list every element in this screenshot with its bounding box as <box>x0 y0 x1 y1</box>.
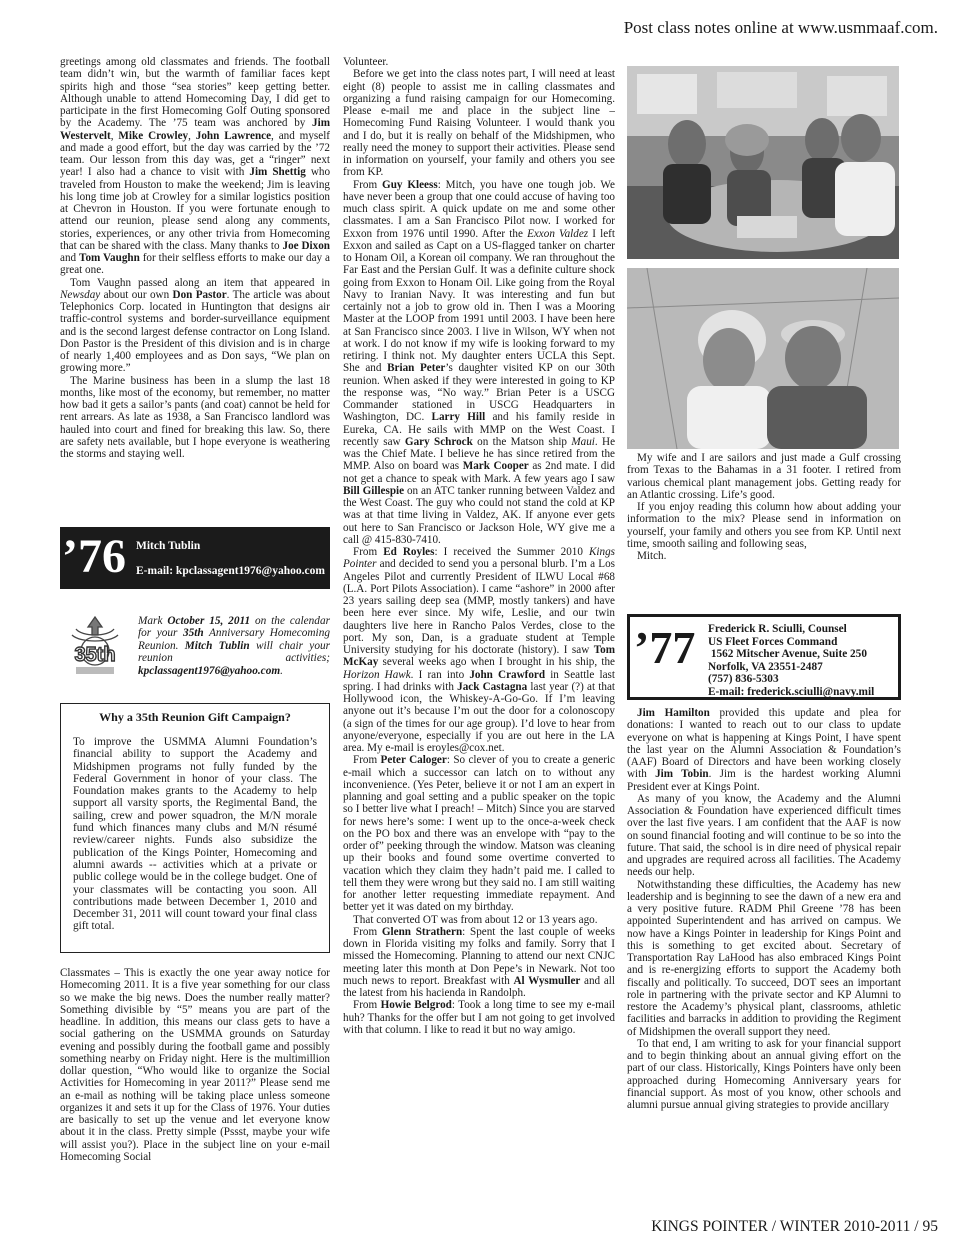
class-agent-contact <box>708 623 874 699</box>
sailing-couple-photo <box>627 268 899 449</box>
35th-anniversary-seal <box>62 613 128 679</box>
column-1-bottom <box>60 967 330 1202</box>
contact-email: E-mail: frederick.sciulli@navy.mil <box>708 685 875 698</box>
paragraph: My wife and I are sailors and just made a Gulf crossing from Texas to the Bahamas in a 31 footer. I retired from various chemical plant management jobs. Getting ready for an Atlantic crossing. Life’s good. <box>627 452 901 501</box>
paragraph: greetings among old classmates and friends. The football team didn’t win, but the warmth of familiar faces kept spirits high and those “sea stories” keep getting better. Although unable to attend Homecoming Day, I did get to participate in the first Homecoming Golf Outing sponsored by the Academy. The ’75 team was anchored by Jim Westervelt, Mike Crowley, John Lawrence, and myself and made a good effort, but the day was carried by the ’72 team. Our lesson from this day was, get a “ringer” next year! I also had a chance to visit with Jim Shettig who traveled from Houston to make the weekend; Jim is leaving his long time job at Crowley for a similar logistics position at Chevron in Houston. If you were fortunate enough to attend our reunion, please send along any comments, stories, experiences, or any other trivia from Homecoming that can be shared with the class. Many thanks to Joe Dixon and Tom Vaughn for their selfless efforts to make our day a great one. <box>60 56 330 277</box>
contact-line: 1562 Mitscher Avenue, Suite 250 <box>708 648 867 661</box>
contact-line: (757) 836-5303 <box>708 673 779 686</box>
paragraph: Before we get into the class notes part, I will need at least eight (8) people to assist me in calling classmates and organizing a fund raising campaign for our Homecoming. Please e-mail me and place in the subject line – Homecoming Fund Raising Volunteer. I would thank you and I do, but it is really on behalf of the Midshipmen, who really need the money to support their activities. Please send in information on yourself, your family and others you see from KP. <box>343 68 615 179</box>
paragraph: The Marine business has been in a slump the last 18 months, like most of the economy, but remember, no matter how bad it gets a sailor’s pants (and coat) cannot be held for rent arrears. As late as 1938, a San Francisco landlord was hauled into court and fined for breaking this law. So, there are safety nets available, but I hope everyone is weathering the storms and staying well. <box>60 374 330 460</box>
paragraph: Jim Hamilton provided this update and plea for donations: I wanted to reach out to our class to update everyone on what is happening at Kings Point, I have spent the last year on the Alumni Association & Foundation’s (AAF) Board of Directors and have been working closely with Jim Tobin. Jim is the hardest working Alumni President ever at Kings Point. <box>627 707 901 793</box>
gift-campaign-box <box>60 703 330 953</box>
class-1976-banner <box>60 527 330 589</box>
class-year: ’77 <box>634 622 696 673</box>
paragraph: Volunteer. <box>343 56 389 68</box>
contact-line: Norfolk, VA 23551-2487 <box>708 660 823 673</box>
paragraph: Mitch. <box>637 550 667 562</box>
contact-line: Frederick R. Sciulli, Counsel <box>708 623 847 635</box>
column-2 <box>343 56 615 1202</box>
paragraph: Classmates – This is exactly the one year away notice for Homecoming 2011. It is a five year something for our class so we make the big news. Does the number really matter? Something divisible by “5” means you are part of the headline. In addition, this means our class gets to have a social gathering on the USMMA grounds on Saturday evening and possibly during the football game and possibly something nearby on Friday night. Here is the multimillion dollar question, “Who would like to organize the Social Activities for Homecoming in year 2011?” Please send me an e-mail as nothing will be taking place unless someone organizes it and sets it up for the Class of 1976. Your duties are basically to set up the venue and let everyone know about it in the class. Pretty simple (Pssst, maybe your wife will assist you?). Place in the subject line on your e-mail Homecoming Social <box>60 967 330 1163</box>
restaurant-group-photo <box>627 66 899 259</box>
class-agent-name: Mitch Tublin <box>136 540 201 552</box>
paragraph: To that end, I am writing to ask for your financial support and to begin thinking about an annual giving effort on the part of our class. Historically, Kings Pointers have only been approached during Homecoming Anniversary years for financial support. As most of you know, other schools and alumni pursue annual giving strategies to provide ancillary <box>627 1037 901 1111</box>
contact-line: US Fleet Forces Command <box>708 635 838 648</box>
class-agent-email: E-mail: kpclassagent1976@yahoo.com <box>136 565 325 577</box>
paragraph: From Peter Caloger: So clever of you to create a generic e-mail which a successor can latch on to without any inconvenience. (Yes Peter, believe it or not I am an expert in planning and goal setting and a public speaker on the topic so I better live what I preach! – Mitch) Since you are starved for news here’s some: I went up to the once-a-week check on the PO box and there was an envelope with “pay to the order of” peeking through the window. Matson was cleaning up their books and found some overtime converted to vacation which they claim they hadn’t paid me. I called to tell them they were wrong but they said no. I am still waiting for another letter requesting immediate repayment. And better yet it was dated on my birthday. <box>343 754 615 914</box>
seal-text: 35th <box>74 644 116 666</box>
column-1-top <box>60 56 330 516</box>
paragraph: From Glenn Strathern: Spent the last couple of weeks down in Florida visiting my folks and family. Sorry that I missed the Homecoming. Planning to attend our next CNJC meeting later this month at Don Pepe’s in Newark. Not too much news to report. Breakfast with Al Wysmuller and all the latest from his hacienda in Randolph. <box>343 925 615 999</box>
paragraph: From Howie Belgrod: Took a long time to see my e-mail huh? Thanks for the offer but I am not going to get involved with that column. I like to read it but no way amigo. <box>343 999 615 1036</box>
paragraph: If you enjoy reading this column how about adding your information to the mix? Please send in information on yourself, your family and others you see from KP. Until next time, smooth sailing and following seas, <box>627 501 901 550</box>
paragraph: From Ed Royles: I received the Summer 2010 Kings Pointer and decided to send you a personal blurb. I’m a Los Angeles Pilot and currently President of ILWU Local #68 (L.A. Port Pilots Association). I came “ashore” in 2000 after 23 years sailing deep sea (MMP, mostly tankers) and have been here ever since. My wife, Leslie, and our twin daughters live here in Rancho Palos Verdes, close to the port. My son, Dan, is a graduate student at Temple University studying for his doctorate (history). I saw Tom McKay several weeks ago when I brought in his ship, the Horizon Hawk. I ran into John Crawford in Seattle last spring. I had drinks with Jack Castagna last year (?) at that Hollywood icon, the Whiskey-A-Go-Go. If I’m leaving anyone out it’s because I’m out the door for a colonoscopy (a sign of the times for our age group). I’d love to hear from anyone/everyone, especially if you are out here in the LA area. My e-mail is eroyles@cox.net. <box>343 546 615 754</box>
class-year: ’76 <box>62 530 126 583</box>
paragraph: From Guy Kleess: Mitch, you have one tough job. We have never been a group that one could accuse of having too much class spirit. A quick update on me and some other classmates. I am a San Francisco Pilot now. I worked for Exxon from 1976 until 1990. After the Exxon Valdez I left Exxon and sailed as Capt on a US-flagged tanker on charter to Honam Oil, a Korean oil company. We ran throughout the Far East and the Persian Gulf. It was a definite culture shock going from Exxon to Honam Oil. Like going from the Royal Navy to Iranian Navy. It was interesting and fun but certainly not a job to grow old in. Then I was a Mooring Master at the LOOP from 1991 until 2003. I have been here at San Francisco since 2003. I live in Wilson, WY when not at work. I do not know if my wife is looking forward to my retiring. I think not. My daughter enters UCLA this Sept. She and Brian Peter’s daughter visited KP on our 30th reunion. When asked if they were interested in going to KP the response was, “No way.” Brian Peter is a USCG Commander stationed in USCG Headquarters in Washington, DC. Larry Hill and his family reside in Eureka, CA. He sails with MMP on the West Coast. I recently saw Gary Schrock on the Matson ship Maui. He was the Chief Mate. I believe he has since retired from the MMP. Also on board was Mark Cooper as 2nd mate. I did not get a chance to speak with Mark. A few years ago I saw Bill Gillespie on an ATC tanker running between Valdez and the West Coast. The guy who could not stand the cold at KP was at that time living in Valdez, AK. If anyone ever gets out here to San Francisco or Jackson Hole, WY give me a call @ 415-830-7410. <box>343 178 615 546</box>
gift-campaign-title: Why a 35th Reunion Gift Campaign? <box>99 710 291 724</box>
paragraph: Notwithstanding these difficulties, the Academy has new leadership and is beginning to see the dawn of a new era and a very positive future. RADM Phil Greene ’78 has been appointed Superintendent and has arrived on campus. We now have a Kings Pointer in leadership for Kings Point and this is something to get excited about. Secretary of Transportation Ray LaHood has also embraced Kings Point and is re-energizing efforts to support the Academy both fiscally and politically. To succeed, DOT sees an important role in partnering with the private sector and KP Alumni to restore the Academy’s physical plant, classrooms, athletic facilities and barracks in addition to providing the Regiment of Midshipmen the overall support they need. <box>627 878 901 1038</box>
page-tagline: Post class notes online at www.usmmaaf.com. <box>623 18 938 37</box>
gift-campaign-body: To improve the USMMA Alumni Foundation’s financial ability to support the Academy and Midshipmen programs not fully funded by the Federal Government in honor of your class. The Foundation makes grants to the Academy to help support all varsity sports, the Regimental Band, the sailing, crew and power squadron, the M/N morale fund which finances many clubs and M/N résumé review/career nights. Funds also subsidize the publication of the Kings Pointer, Homecoming and alumni awards -- activities which at a private or public college would be in the college budget. One of your classmates will be contacting you soon. All contributions made between December 1, 2010 and December 31, 2011 will count toward your final class gift total. <box>73 736 317 933</box>
page-footer: KINGS POINTER / WINTER 2010-2011 / 95 <box>651 1218 938 1235</box>
paragraph: Tom Vaughn passed along an item that appeared in Newsday about our own Don Pastor. The article was about Telephonics Corp. located in Huntington that designs air traffic-control systems and border-surveillance equipment and is the second largest defense contractor on Long Island. Don Pastor is the President of this division and is in charge of nearly 1,400 employees and as Don says, “We plan on growing more.” <box>60 276 330 375</box>
paragraph: As many of you know, the Academy and the Alumni Association & Foundation have experienced difficult times over the last five years. I am confident that the AAF is now on sound financial footing and will continue to be so into the future. That said, the school is in dire need of physical repair and upgrades are required across all facilities. The Academy needs our help. <box>627 792 901 879</box>
column-3-bottom <box>627 707 901 1210</box>
column-3-top <box>627 452 901 604</box>
class-1977-banner <box>627 614 901 700</box>
reunion-notice: Mark October 15, 2011 on the calendar for your 35th Anniversary Homecoming Reunion. Mitch Tublin will chair your reunion activities; kpclassagent1976@yahoo.com. <box>138 615 331 677</box>
paragraph: That converted OT was from about 12 or 13 years ago. <box>353 913 598 926</box>
